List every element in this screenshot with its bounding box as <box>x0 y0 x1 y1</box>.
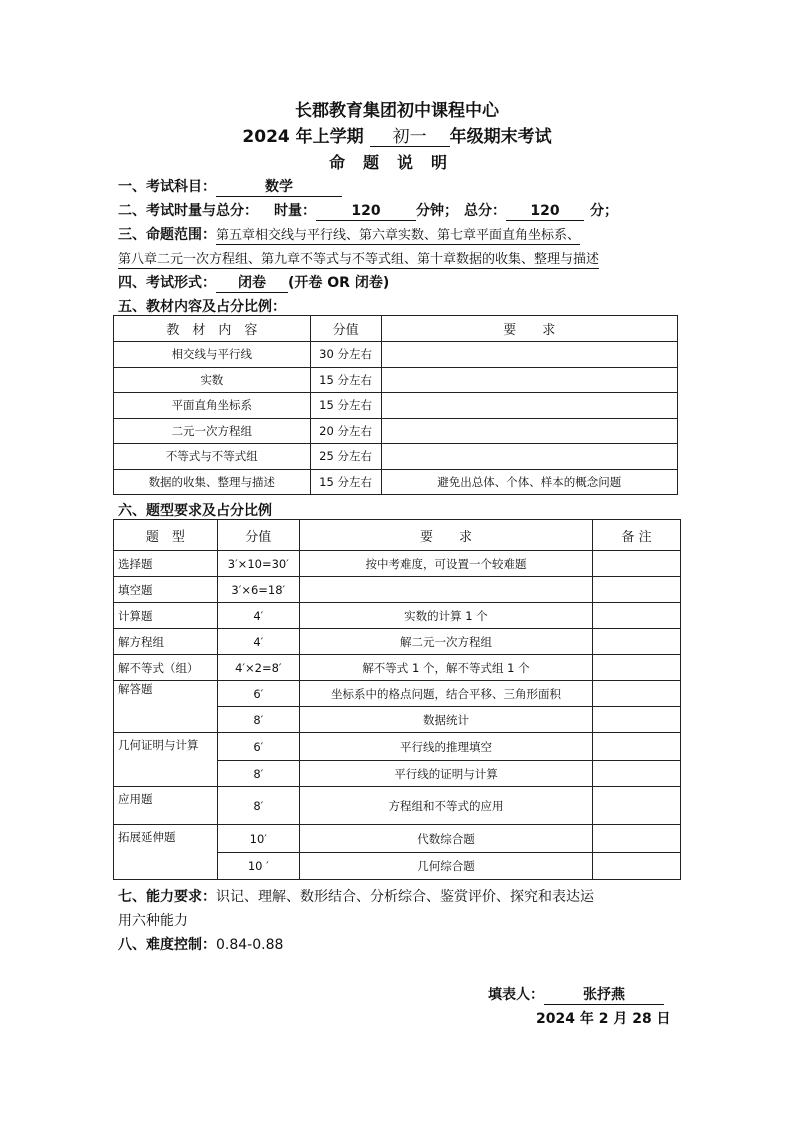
content-cell: 数据的收集、整理与描述 <box>114 469 311 495</box>
col-header-score: 分值 <box>217 520 299 551</box>
notes-cell <box>593 761 681 787</box>
req-cell <box>381 342 677 368</box>
col-header-req: 要 求 <box>299 520 592 551</box>
table-row <box>114 603 681 629</box>
type-cell: 拓展延伸题 <box>114 825 218 880</box>
doc-title: 命题说明 <box>328 153 465 172</box>
notes-cell <box>593 551 681 577</box>
table-header-row <box>114 316 678 342</box>
table-row <box>114 681 681 707</box>
org-title: 长郡教育集团初中课程中心 <box>295 101 499 121</box>
table-row <box>114 444 678 470</box>
type-cell: 解方程组 <box>114 629 218 655</box>
ability-line1: 识记、理解、数形结合、分析综合、鉴赏评价、探究和表达运 <box>216 889 594 905</box>
content-cell: 平面直角坐标系 <box>114 393 311 419</box>
table-header-row <box>114 520 681 551</box>
score-cell: 8′ <box>217 707 299 733</box>
type-cell: 计算题 <box>114 603 218 629</box>
exam-title <box>0 122 794 147</box>
time-unit: 分钟； <box>416 203 458 219</box>
req-cell <box>381 444 677 470</box>
req-cell: 避免出总体、个体、样本的概念问题 <box>381 469 677 495</box>
content-cell: 不等式与不等式组 <box>114 444 311 470</box>
req-cell: 平行线的推理填空 <box>299 733 592 761</box>
table-row <box>114 825 681 853</box>
score-label: 总分： <box>464 203 506 219</box>
score-cell: 6′ <box>217 681 299 707</box>
subject-label: 一、考试科目： <box>118 179 216 195</box>
score-cell: 4′ <box>217 603 299 629</box>
req-cell: 数据统计 <box>299 707 592 733</box>
format-label: 四、考试形式： <box>118 275 216 291</box>
score-cell: 15 分左右 <box>310 469 381 495</box>
req-cell: 解二元一次方程组 <box>299 629 592 655</box>
score-cell: 3′×10=30′ <box>217 551 299 577</box>
difficulty-label: 八、难度控制： <box>118 937 216 953</box>
ability-line2: 用六种能力 <box>118 913 188 929</box>
section-question-types-label: 六、题型要求及占分比例 <box>118 503 272 519</box>
section-difficulty <box>118 934 283 954</box>
req-cell <box>381 367 677 393</box>
ability-label: 七、能力要求： <box>118 889 216 905</box>
filler-label: 填表人： <box>488 987 544 1003</box>
table-row <box>114 551 681 577</box>
col-header-content: 教 材 内 容 <box>114 316 311 342</box>
notes-cell <box>593 733 681 761</box>
type-cell: 选择题 <box>114 551 218 577</box>
type-cell: 解不等式（组） <box>114 655 218 681</box>
table-row <box>114 469 678 495</box>
score-cell: 8′ <box>217 787 299 825</box>
section-scope <box>118 224 580 245</box>
time-score-label: 二、考试时量与总分： <box>118 203 258 219</box>
col-header-notes: 备 注 <box>593 520 681 551</box>
grade-value: 初一 <box>370 129 450 147</box>
score-cell: 30 分左右 <box>310 342 381 368</box>
score-cell: 15 分左右 <box>310 367 381 393</box>
score-cell: 20 分左右 <box>310 418 381 444</box>
filler-name: 张抒燕 <box>544 987 664 1005</box>
score-cell: 8′ <box>217 761 299 787</box>
req-cell: 方程组和不等式的应用 <box>299 787 592 825</box>
content-table <box>113 315 678 495</box>
table-row <box>114 787 681 825</box>
req-cell: 解不等式 1 个，解不等式组 1 个 <box>299 655 592 681</box>
req-cell: 平行线的证明与计算 <box>299 761 592 787</box>
table-row <box>114 577 681 603</box>
score-cell: 10 ′ <box>217 853 299 880</box>
score-cell: 4′×2=8′ <box>217 655 299 681</box>
content-cell: 二元一次方程组 <box>114 418 311 444</box>
scope-line2: 第八章二元一次方程组、第九章不等式与不等式组、第十章数据的收集、整理与描述 <box>118 252 600 267</box>
score-cell: 15 分左右 <box>310 393 381 419</box>
table-row <box>114 629 681 655</box>
scope-label: 三、命题范围： <box>118 227 216 243</box>
score-cell: 4′ <box>217 629 299 655</box>
notes-cell <box>593 655 681 681</box>
format-hint: (开卷 OR 闭卷) <box>288 275 390 291</box>
req-cell: 按中考难度，可设置一个较难题 <box>299 551 592 577</box>
section-ability <box>118 886 594 906</box>
subject-value: 数学 <box>216 179 342 197</box>
req-cell: 代数综合题 <box>299 825 592 853</box>
fill-date: 2024 年 2 月 28 日 <box>536 1011 671 1027</box>
section-scope-line2 <box>118 248 599 269</box>
notes-cell <box>593 825 681 853</box>
content-cell: 相交线与平行线 <box>114 342 311 368</box>
section-time-score <box>118 200 618 221</box>
req-cell <box>381 418 677 444</box>
type-cell: 几何证明与计算 <box>114 733 218 787</box>
req-cell <box>381 393 677 419</box>
year-term: 2024 年上学期 <box>242 127 364 147</box>
scope-line1: 第五章相交线与平行线、第六章实数、第七章平面直角坐标系、 <box>216 228 581 243</box>
time-label: 时量： <box>274 203 316 219</box>
type-cell: 应用题 <box>114 787 218 825</box>
notes-cell <box>593 629 681 655</box>
content-cell: 实数 <box>114 367 311 393</box>
exam-suffix: 年级期末考试 <box>449 127 552 147</box>
section-content-label: 五、教材内容及占分比例： <box>118 299 286 315</box>
notes-cell <box>593 603 681 629</box>
filler-line <box>488 984 664 1005</box>
req-cell: 实数的计算 1 个 <box>299 603 592 629</box>
req-cell: 坐标系中的格点问题，结合平移、三角形面积 <box>299 681 592 707</box>
section-format <box>118 272 389 293</box>
score-cell: 10′ <box>217 825 299 853</box>
section-subject <box>118 176 342 197</box>
col-header-type: 题 型 <box>114 520 218 551</box>
question-types-table <box>113 519 681 880</box>
score-cell: 3′×6=18′ <box>217 577 299 603</box>
col-header-req: 要 求 <box>381 316 677 342</box>
table-row <box>114 342 678 368</box>
type-cell: 填空题 <box>114 577 218 603</box>
table-row <box>114 733 681 761</box>
notes-cell <box>593 787 681 825</box>
score-unit: 分； <box>590 203 618 219</box>
format-value: 闭卷 <box>216 275 288 293</box>
table-row <box>114 367 678 393</box>
notes-cell <box>593 853 681 880</box>
difficulty-value: 0.84-0.88 <box>216 937 284 953</box>
req-cell: 几何综合题 <box>299 853 592 880</box>
score-value: 120 <box>506 203 584 221</box>
notes-cell <box>593 577 681 603</box>
score-cell: 25 分左右 <box>310 444 381 470</box>
table-row <box>114 418 678 444</box>
table-row <box>114 393 678 419</box>
col-header-score: 分值 <box>310 316 381 342</box>
time-value: 120 <box>316 203 416 221</box>
notes-cell <box>593 707 681 733</box>
type-cell: 解答题 <box>114 681 218 733</box>
score-cell: 6′ <box>217 733 299 761</box>
table-row <box>114 655 681 681</box>
notes-cell <box>593 681 681 707</box>
req-cell <box>299 577 592 603</box>
